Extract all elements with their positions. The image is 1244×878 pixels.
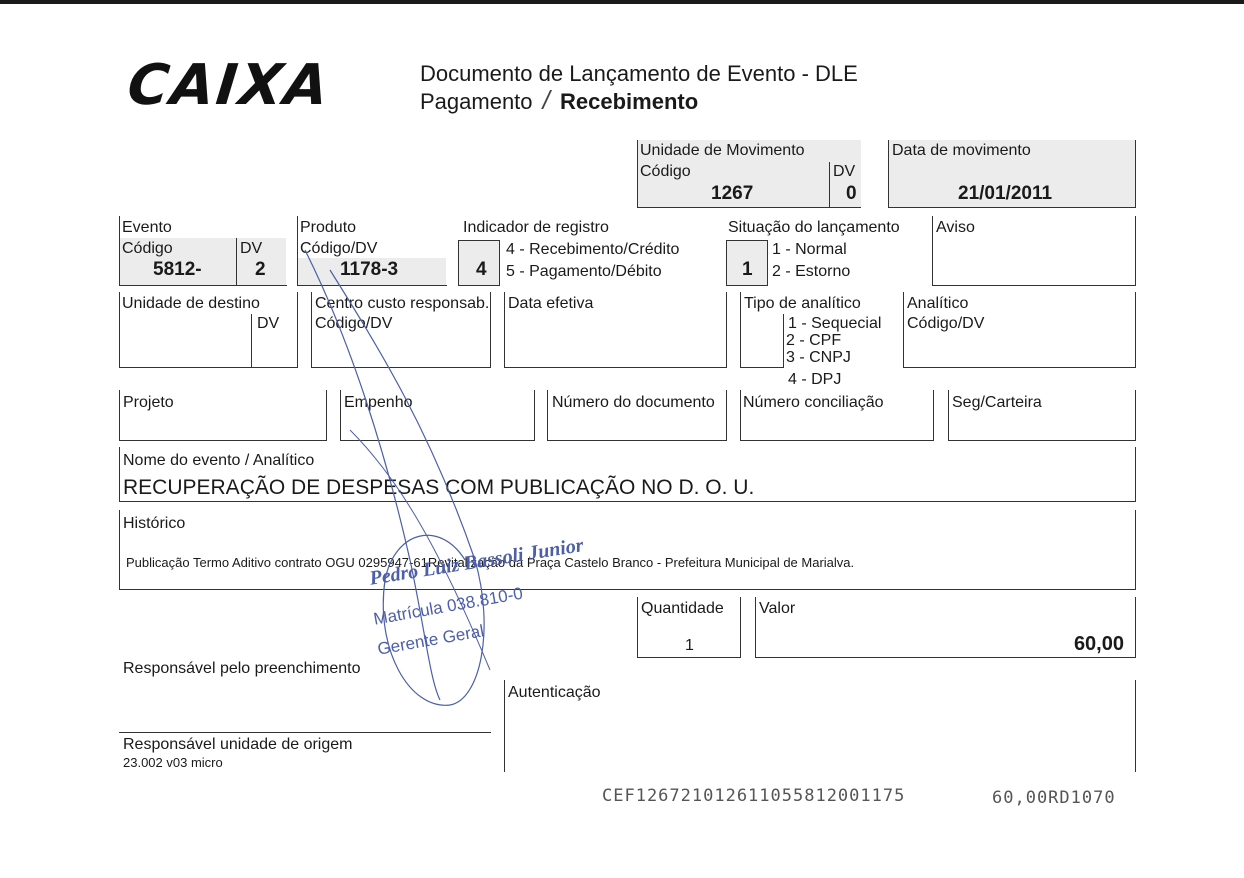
valor-value: 60,00 [1073, 633, 1124, 655]
unidade-destino-label: Unidade de destino [122, 295, 260, 312]
evento-codigo-label: Código [122, 240, 173, 257]
situacao-option-2: 2 - Estorno [772, 263, 851, 280]
valor-label: Valor [759, 600, 796, 617]
unidade-movimento-label: Unidade de Movimento [640, 142, 805, 159]
indicador-option-2: 5 - Pagamento/Débito [506, 263, 662, 280]
numero-documento-label: Número do documento [552, 394, 715, 411]
situacao-label: Situação do lançamento [728, 219, 900, 236]
authentication-code: CEF126721012611055812001175 [602, 786, 906, 806]
autenticacao-label: Autenticação [508, 684, 601, 701]
title-recebimento: Recebimento [560, 89, 699, 114]
unidade-movimento-codigo: 1267 [711, 183, 754, 204]
produto-codigo-label: Código/DV [300, 240, 378, 257]
evento-dv-label: DV [240, 240, 263, 257]
tipo-analitico-label: Tipo de analítico [744, 295, 861, 312]
situacao-option-1: 1 - Normal [772, 241, 847, 258]
seg-carteira-label: Seg/Carteira [952, 394, 1042, 411]
data-efetiva-label: Data efetiva [508, 295, 594, 312]
responsavel-preenchimento-label: Responsável pelo preenchimento [123, 660, 361, 677]
responsavel-preenchimento-line [119, 732, 491, 733]
title-slash: / [542, 85, 550, 115]
title-pagamento: Pagamento [420, 89, 533, 114]
evento-label: Evento [122, 219, 172, 236]
title-line-2 [420, 87, 858, 115]
nome-evento-value: RECUPERAÇÃO DE DESPESAS COM PUBLICAÇÃO NO D. O. U. [123, 476, 755, 499]
tipo-analitico-option-1: 1 - Sequecial [788, 315, 882, 332]
empenho-label: Empenho [344, 394, 413, 411]
historico-box [119, 510, 1136, 590]
unidade-movimento-dv-divider [829, 162, 830, 208]
responsavel-origem-label: Responsável unidade de origem [123, 736, 353, 753]
unidade-movimento-codigo-label: Código [640, 163, 691, 180]
indicador-option-1: 4 - Recebimento/Crédito [506, 241, 680, 258]
top-border [0, 0, 1244, 4]
indicador-value: 4 [476, 259, 487, 280]
analitico-label: Analítico [907, 295, 969, 312]
stamp-matricula: Matrícula 038.810-0 [372, 583, 525, 629]
analitico-codigo-label: Código/DV [907, 315, 985, 332]
autenticacao-right-line [1135, 680, 1136, 772]
quantidade-label: Quantidade [641, 600, 724, 617]
title-line-1: Documento de Lançamento de Evento - DLE [420, 61, 858, 86]
projeto-label: Projeto [123, 394, 174, 411]
unidade-destino-dv-divider [251, 314, 252, 368]
centro-custo-label: Centro custo responsab. [315, 295, 490, 312]
indicador-label: Indicador de registro [463, 219, 609, 236]
authentication-value: 60,00RD1070 [992, 788, 1116, 808]
aviso-label: Aviso [936, 219, 975, 236]
evento-dv: 2 [255, 259, 266, 280]
tipo-analitico-option-2: 2 - CPF [786, 332, 842, 349]
caixa-logo: CAIXA [124, 53, 334, 118]
stamp-cargo: Gerente Geral [376, 621, 486, 659]
produto-value: 1178-3 [340, 259, 399, 280]
numero-conciliacao-label: Número conciliação [743, 394, 884, 411]
historico-value: Publicação Termo Aditivo contrato OGU 0295947-61Revitalização da Praça Castelo Branco - Prefeitura Municipal de Marialva. [126, 555, 855, 570]
data-movimento-label: Data de movimento [892, 142, 1031, 159]
tipo-analitico-option-4: 4 - DPJ [788, 371, 842, 388]
tipo-analitico-divider [783, 314, 784, 368]
stamp-name: Pedro Luiz Bassoli Junior [368, 534, 585, 590]
data-movimento-value: 21/01/2011 [958, 183, 1053, 204]
tipo-analitico-option-3: 3 - CNPJ [786, 349, 851, 366]
quantidade-value: 1 [685, 637, 694, 654]
evento-codigo: 5812- [153, 259, 202, 280]
centro-custo-codigo-label: Código/DV [315, 315, 393, 332]
unidade-movimento-dv: 0 [846, 183, 857, 204]
situacao-value: 1 [742, 259, 753, 280]
unidade-movimento-dv-label: DV [833, 163, 856, 180]
unidade-destino-dv-label: DV [257, 315, 280, 332]
evento-dv-divider [236, 238, 237, 286]
document-title [420, 61, 858, 115]
nome-evento-label: Nome do evento / Analítico [123, 452, 315, 469]
produto-label: Produto [300, 219, 357, 236]
form-code: 23.002 v03 micro [123, 755, 223, 770]
historico-label: Histórico [123, 515, 186, 532]
